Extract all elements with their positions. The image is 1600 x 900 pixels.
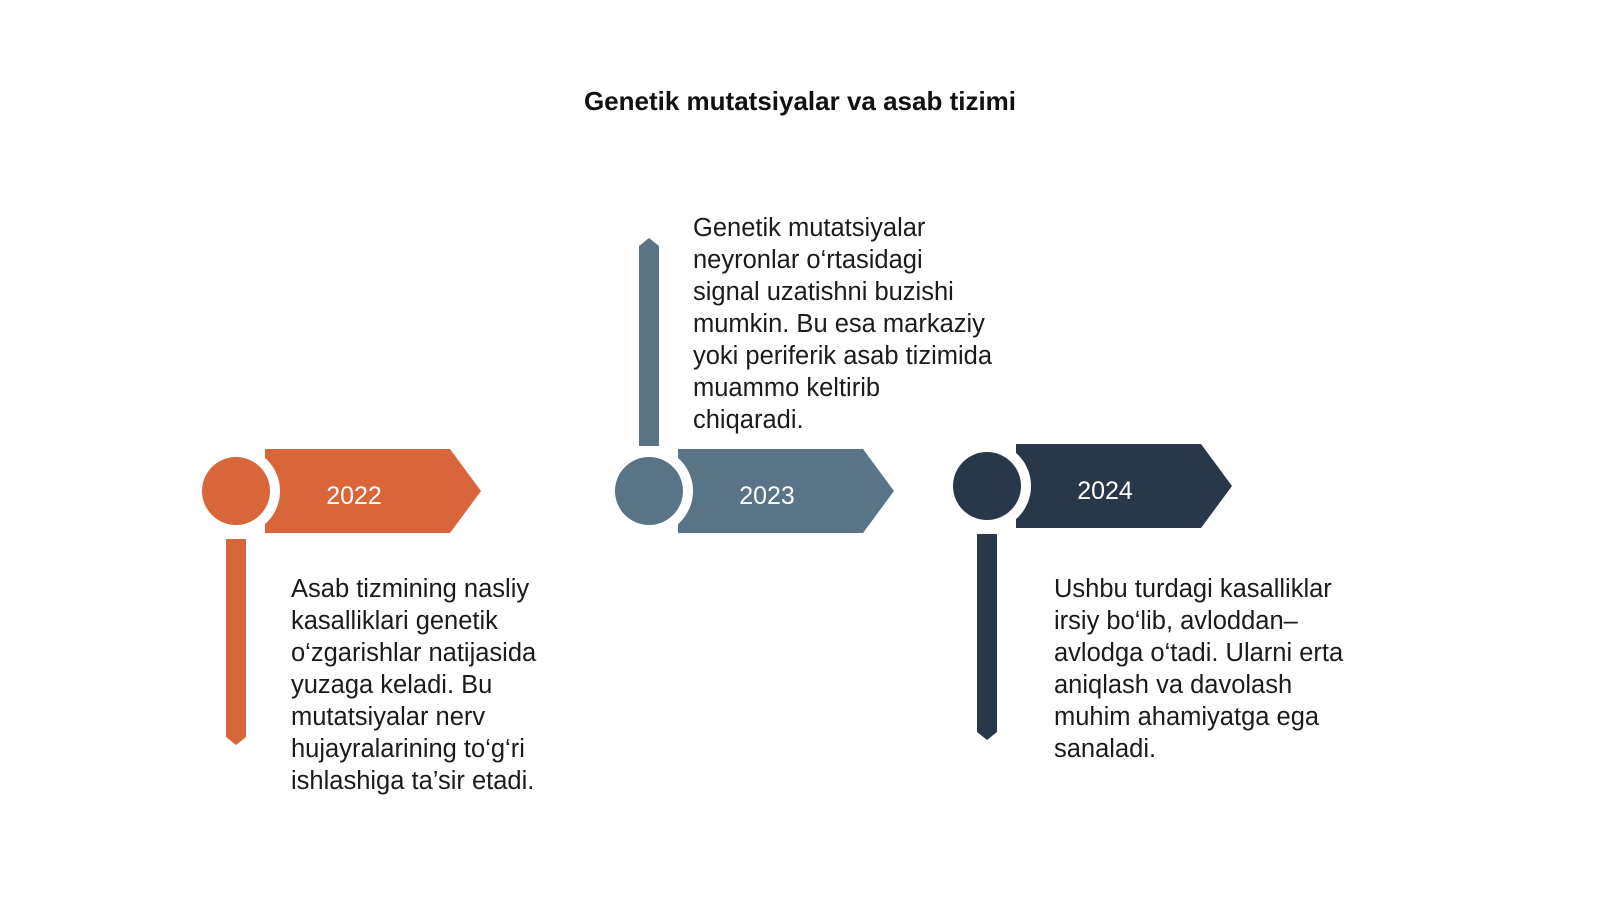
stem-2023 [639,238,659,446]
stem-2024 [977,534,997,740]
year-label-2024: 2024 [1077,477,1133,505]
description-2023: Genetik mutatsiyalar neyronlar o‘rtasidagi signal uzatishni buzishi mumkin. Bu esa markaziy yoki periferik asab tizimida muammo keltirib chiqaradi. [693,214,993,434]
description-2024: Ushbu turdagi kasalliklar irsiy bo‘lib, avloddan– avlodga o‘tadi. Ularni erta aniqlash va davolash muhim ahamiyatga ega sanaladi. [1054,575,1344,763]
year-label-2023: 2023 [739,482,795,510]
stem-2022 [226,539,246,745]
dot-2022 [202,457,270,525]
description-2022: Asab tizmining nasliy kasalliklari genetik o‘zgarishlar natijasida yuzaga keladi. Bu mutatsiyalar nerv hujayralarining to‘g‘ri ishlashiga ta’sir etadi. [291,575,537,795]
year-label-2022: 2022 [326,482,382,510]
dot-2024 [953,452,1021,520]
dot-2023 [615,457,683,525]
page-title: Genetik mutatsiyalar va asab tizimi [583,86,1017,116]
